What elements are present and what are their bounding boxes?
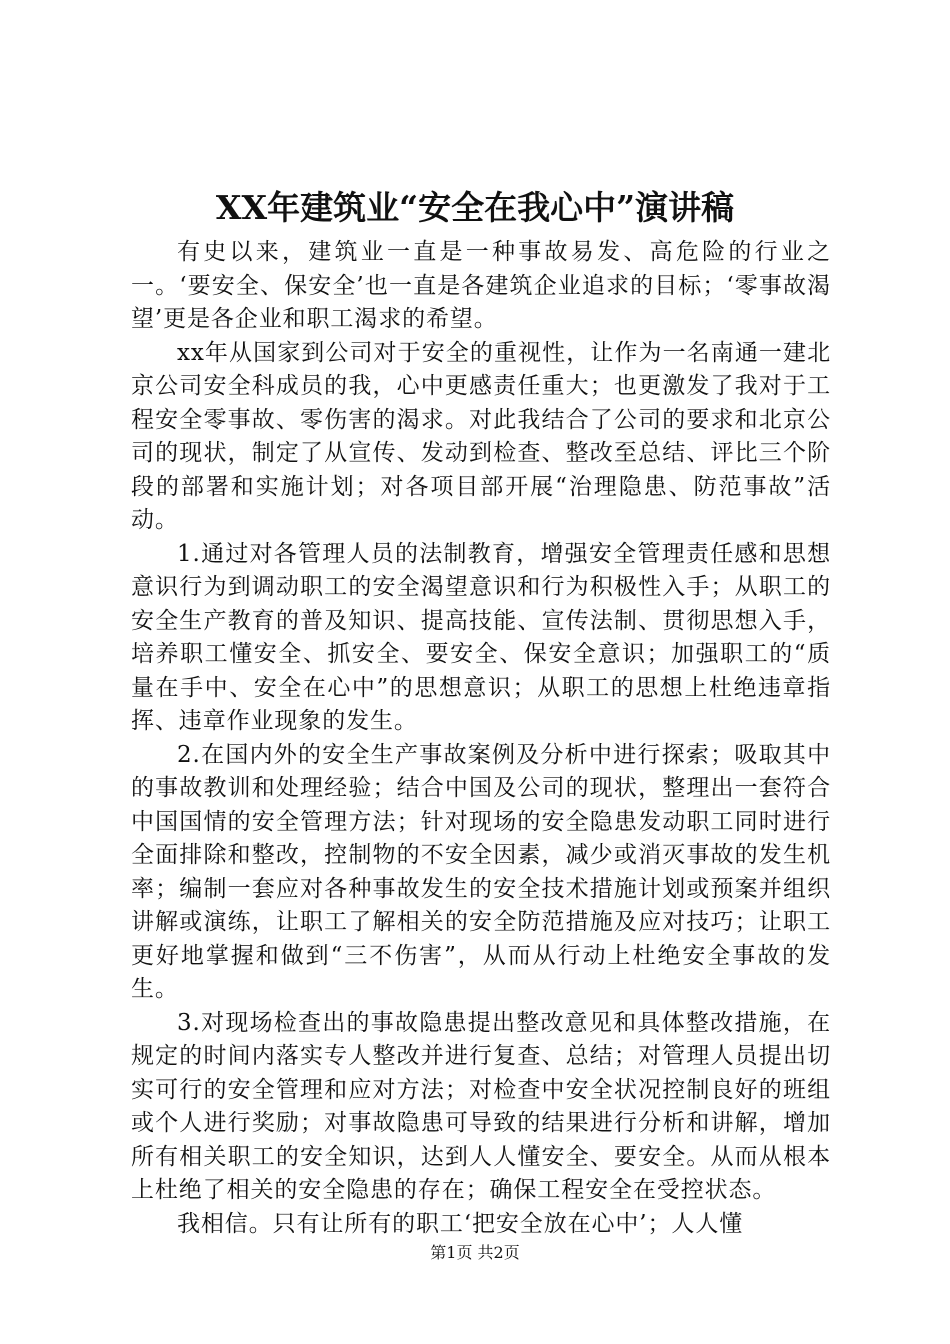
- paragraph-item-1: 1.通过对各管理人员的法制教育，增强安全管理责任感和思想意识行为到调动职工的安全渴望意识和行为积极性入手；从职工的安全生产教育的普及知识、提高技能、宣传法制、贯彻思想入手，培养职工懂安全、抓安全、要安全、保安全意识；加强职工的“质量在手中、安全在心中”的思想意识；从职工的思想上杜绝违章指挥、违章作业现象的发生。: [131, 540, 831, 734]
- paragraph-conclusion: 我相信。只有让所有的职工‘把安全放在心中’；人人懂: [177, 1210, 744, 1237]
- paragraph-intro: 有史以来，建筑业一直是一种事故易发、高危险的行业之一。‘要安全、保安全’也一直是各建筑企业追求的目标；‘零事故渴望’更是各企业和职工渴求的希望。: [131, 239, 831, 332]
- document-title: XX年建筑业“安全在我心中”演讲稿: [215, 188, 735, 227]
- paragraph-item-2: 2.在国内外的安全生产事故案例及分析中进行探索；吸取其中的事故教训和处理经验；结合中国及公司的现状，整理出一套符合中国国情的安全管理方法；针对现场的安全隐患发动职工同时进行全面排除和整改，控制物的不安全因素，减少或消灭事故的发生机率；编制一套应对各种事故发生的安全技术措施计划或预案并组织讲解或演练，让职工了解相关的安全防范措施及应对技巧；让职工更好地掌握和做到“三不伤害”，从而从行动上杜绝安全事故的发生。: [131, 741, 831, 1002]
- document-body: [131, 236, 831, 1241]
- paragraph-plan: xx年从国家到公司对于安全的重视性，让作为一名南通一建北京公司安全科成员的我，心中更感责任重大；也更激发了我对于工程安全零事故、零伤害的渴求。对此我结合了公司的要求和北京公司的现状，制定了从宣传、发动到检查、整改至总结、评比三个阶段的部署和实施计划；对各项目部开展“治理隐患、防范事故”活动。: [131, 339, 831, 533]
- page-footer: 第1页 共2页: [430, 1243, 520, 1262]
- paragraph-item-3: 3.对现场检查出的事故隐患提出整改意见和具体整改措施，在规定的时间内落实专人整改并进行复查、总结；对管理人员提出切实可行的安全管理和应对方法；对检查中安全状况控制良好的班组或个人进行奖励；对事故隐患可导致的结果进行分析和讲解，增加所有相关职工的安全知识，达到人人懂安全、要安全。从而从根本上杜绝了相关的安全隐患的存在；确保工程安全在受控状态。: [131, 1009, 831, 1203]
